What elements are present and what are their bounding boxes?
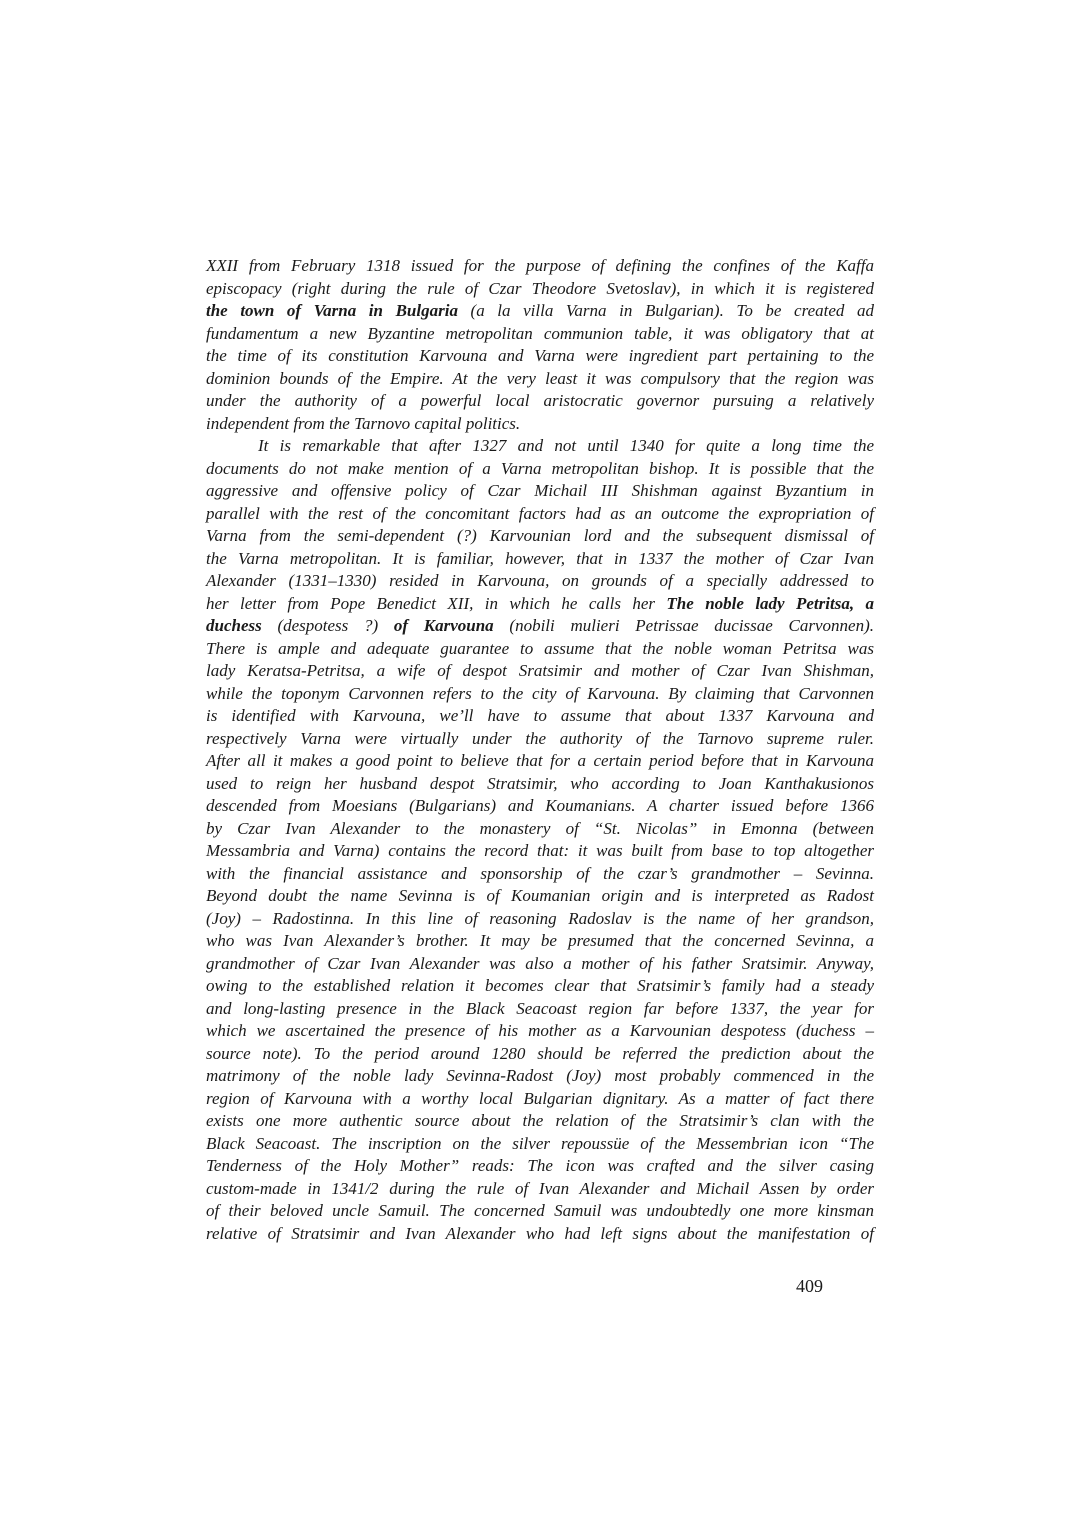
text-segment: Varna from the semi-dependent (?) Karvounian lord and the subsequent dismissal of bbox=[206, 526, 874, 545]
text-line bbox=[206, 435, 874, 458]
bold-text-segment: the town of Varna in Bulgaria bbox=[206, 301, 458, 320]
text-segment: source note). To the period around 1280 should be referred the prediction about the bbox=[206, 1043, 874, 1063]
text-segment: There is ample and adequate guarantee to assume that the noble woman Petritsa was bbox=[206, 638, 874, 658]
text-line bbox=[206, 660, 874, 683]
text-line bbox=[206, 458, 874, 481]
text-line bbox=[206, 1065, 874, 1088]
text-segment: Tenderness of the Holy Mother” reads: The icon was crafted and the silver casing bbox=[206, 1156, 874, 1175]
text-segment: the Varna metropolitan. It is familiar, however, that in 1337 the mother of Czar Ivan bbox=[206, 548, 874, 568]
text-line bbox=[206, 390, 874, 413]
text-line bbox=[206, 795, 874, 818]
text-line bbox=[206, 885, 874, 908]
text-segment: respectively Varna were virtually under the authority of the Tarnovo supreme ruler. bbox=[206, 728, 874, 748]
text-line bbox=[206, 953, 874, 976]
text-segment: documents do not make mention of a Varna metropolitan bishop. It is possible that the bbox=[206, 458, 874, 478]
bold-text-segment: of Karvouna bbox=[393, 616, 494, 635]
text-segment: independent from the Tarnovo capital politics. bbox=[206, 413, 521, 433]
text-segment: and long-lasting presence in the Black Seacoast region far before 1337, the year for bbox=[206, 998, 874, 1018]
text-line bbox=[206, 750, 874, 773]
text-line bbox=[206, 480, 874, 503]
text-line bbox=[206, 975, 874, 998]
text-segment: Messambria and Varna) contains the record that: it was built from base to top altogether bbox=[206, 841, 874, 860]
text-segment: dominion bounds of the Empire. At the very least it was compulsory that the region was bbox=[206, 368, 874, 388]
text-line bbox=[206, 773, 874, 796]
text-segment: relative of Stratsimir and Ivan Alexander who had left signs about the manifestation of bbox=[206, 1223, 874, 1243]
text-line bbox=[206, 323, 874, 346]
text-segment: (a la villa Varna in Bulgarian). To be created ad bbox=[457, 301, 874, 320]
text-segment: fundamentum a new Byzantine metropolitan communion table, it was obligatory that at bbox=[206, 323, 874, 343]
text-segment: episcopacy (right during the rule of Czar Theodore Svetoslav), in which it is registered bbox=[206, 278, 874, 298]
text-segment: while the toponym Carvonnen refers to the city of Karvouna. By claiming that Carvonnen bbox=[206, 683, 874, 703]
text-line bbox=[206, 570, 874, 593]
text-line bbox=[206, 548, 874, 571]
text-line bbox=[206, 930, 874, 953]
text-line bbox=[206, 1200, 874, 1223]
text-line bbox=[206, 345, 874, 368]
text-segment: lady Keratsa-Petritsa, a wife of despot Sratsimir and mother of Czar Ivan Shishman, bbox=[206, 661, 874, 680]
text-line bbox=[206, 1020, 874, 1043]
text-segment: custom-made in 1341/2 during the rule of Ivan Alexander and Michail Assen by order bbox=[206, 1178, 874, 1198]
text-line bbox=[206, 818, 874, 841]
text-segment: owing to the established relation it becomes clear that Sratsimir’s family had a steady bbox=[206, 976, 874, 995]
text-line bbox=[206, 525, 874, 548]
text-segment: (Joy) – Radostinna. In this line of reasoning Radoslav is the name of her grandson, bbox=[206, 908, 874, 928]
text-line bbox=[206, 1110, 874, 1133]
text-segment: (despotess ?) bbox=[261, 616, 394, 635]
text-line bbox=[206, 863, 874, 886]
text-segment: the time of its constitution Karvouna and Varna were ingredient part pertaining to the bbox=[206, 346, 874, 365]
text-segment: descended from Moesians (Bulgarians) and Koumanians. A charter issued before 1366 bbox=[206, 796, 874, 815]
text-line bbox=[206, 593, 874, 616]
text-line bbox=[206, 908, 874, 931]
text-segment: is identified with Karvouna, we’ll have to assume that about 1337 Karvouna and bbox=[206, 706, 874, 725]
text-segment: by Czar Ivan Alexander to the monastery of “St. Nicolas” in Emonna (between bbox=[206, 818, 874, 838]
text-line bbox=[206, 638, 874, 661]
bold-text-segment: The noble lady Petritsa, a bbox=[666, 593, 874, 613]
text-line bbox=[206, 1155, 874, 1178]
text-line bbox=[206, 255, 874, 278]
text-line bbox=[206, 1178, 874, 1201]
text-line bbox=[206, 728, 874, 751]
text-line bbox=[206, 998, 874, 1021]
text-segment: parallel with the rest of the concomitant factors had as an outcome the expropriation of bbox=[206, 503, 874, 523]
text-line bbox=[206, 840, 874, 863]
text-line bbox=[206, 1088, 874, 1111]
text-segment: After all it makes a good point to believe that for a certain period before that in Karvouna bbox=[206, 751, 874, 770]
text-line bbox=[206, 368, 874, 391]
text-line bbox=[206, 705, 874, 728]
text-line bbox=[206, 615, 874, 638]
bold-text-segment: duchess bbox=[206, 616, 262, 635]
text-segment: exists one more authentic source about the relation of the Stratsimir’s clan with the bbox=[206, 1111, 874, 1130]
text-segment: aggressive and offensive policy of Czar Michail III Shishman against Byzantium in bbox=[206, 481, 874, 500]
text-segment: who was Ivan Alexander’s brother. It may be presumed that the concerned Sevinna, a bbox=[206, 931, 874, 950]
text-segment: grandmother of Czar Ivan Alexander was also a mother of his father Sratsimir. Anyway, bbox=[206, 953, 874, 973]
text-segment: used to reign her husband despot Stratsimir, who according to Joan Kanthakusionos bbox=[206, 773, 874, 793]
text-segment: her letter from Pope Benedict XII, in which he calls her bbox=[206, 593, 667, 613]
text-segment: region of Karvouna with a worthy local Bulgarian dignitary. As a matter of fact there bbox=[206, 1088, 874, 1108]
text-segment: Beyond doubt the name Sevinna is of Koumanian origin and is interpreted as Radost bbox=[206, 886, 874, 905]
text-line bbox=[206, 1133, 874, 1156]
text-segment: matrimony of the noble lady Sevinna-Radost (Joy) most probably commenced in the bbox=[206, 1066, 874, 1085]
text-segment: XXII from February 1318 issued for the purpose of defining the confines of the Kaffa bbox=[206, 256, 874, 275]
text-segment: Alexander (1331–1330) resided in Karvouna, on grounds of a specially addressed to bbox=[206, 571, 874, 590]
text-line bbox=[206, 683, 874, 706]
text-segment: which we ascertained the presence of his mother as a Karvounian despotess (duchess – bbox=[206, 1021, 874, 1040]
text-line bbox=[206, 1043, 874, 1066]
text-line bbox=[206, 1223, 874, 1246]
text-segment: It is remarkable that after 1327 and not until 1340 for quite a long time the bbox=[258, 436, 874, 455]
text-line bbox=[206, 278, 874, 301]
text-segment: with the financial assistance and sponsorship of the czar’s grandmother – Sevinna. bbox=[206, 863, 874, 883]
text-segment: Black Seacoast. The inscription on the silver repoussüe of the Messembrian icon “The bbox=[206, 1133, 874, 1153]
text-segment: of their beloved uncle Samuil. The concerned Samuil was undoubtedly one more kinsman bbox=[206, 1201, 874, 1220]
text-line bbox=[206, 503, 874, 526]
body-text bbox=[206, 255, 874, 1245]
text-segment: under the authority of a powerful local aristocratic governor pursuing a relatively bbox=[206, 391, 874, 410]
text-line bbox=[206, 413, 874, 436]
text-segment: (nobili mulieri Petrissae ducissae Carvonnen). bbox=[493, 616, 874, 635]
text-line bbox=[206, 300, 874, 323]
page-number: 409 bbox=[796, 1276, 823, 1296]
